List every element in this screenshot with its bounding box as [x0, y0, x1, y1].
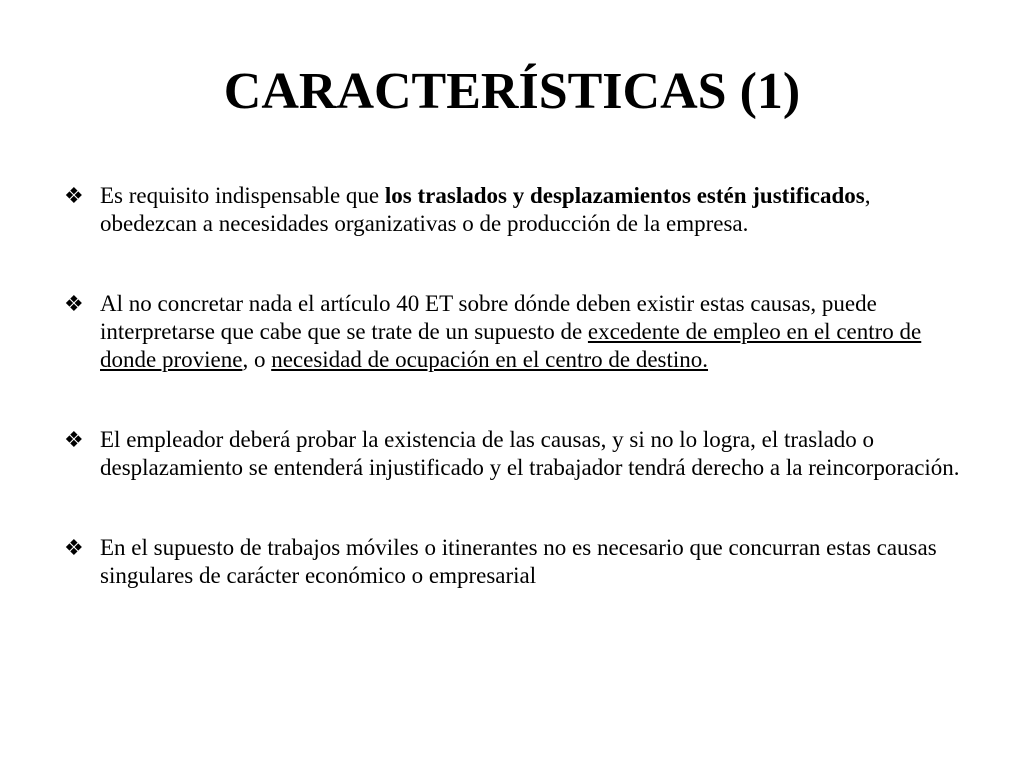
bullet-text: Es requisito indispensable que — [100, 183, 385, 208]
bullet-item-3 — [64, 426, 964, 482]
diamond-bullet-icon: ❖ — [64, 535, 84, 560]
diamond-bullet-icon: ❖ — [64, 183, 84, 208]
bullet-list — [64, 182, 964, 590]
bullet-underlined-text: excedente de empleo en el centro de donde proviene — [100, 319, 922, 372]
bullet-item-4 — [64, 534, 964, 590]
bullet-text: En el supuesto de trabajos móviles o itinerantes no es necesario que concurran estas causas singulares de carácter económico o empresarial — [100, 535, 937, 588]
bullet-underlined-text: necesidad de ocupación en el centro de destino. — [271, 347, 709, 372]
bullet-item-2 — [64, 290, 964, 374]
bullet-bold-text: los traslados y desplazamientos estén justificados — [384, 183, 865, 208]
bullet-text: , o — [242, 347, 272, 372]
diamond-bullet-icon: ❖ — [64, 427, 84, 452]
bullet-item-1 — [64, 182, 964, 238]
slide-title: CARACTERÍSTICAS (1) — [223, 63, 801, 120]
bullet-text: El empleador deberá probar la existencia de las causas, y si no lo logra, el traslado o desplazamiento se entenderá injustificado y el trabajador tendrá derecho a la reincorporación. — [100, 427, 960, 480]
bullet-text: Al no concretar nada el artículo 40 ET sobre dónde deben existir estas causas, puede interpretarse que cabe que se trate de un supuesto de — [100, 291, 877, 344]
diamond-bullet-icon: ❖ — [64, 291, 84, 316]
bullet-text: , obedezcan a necesidades organizativas o de producción de la empresa. — [100, 183, 871, 236]
